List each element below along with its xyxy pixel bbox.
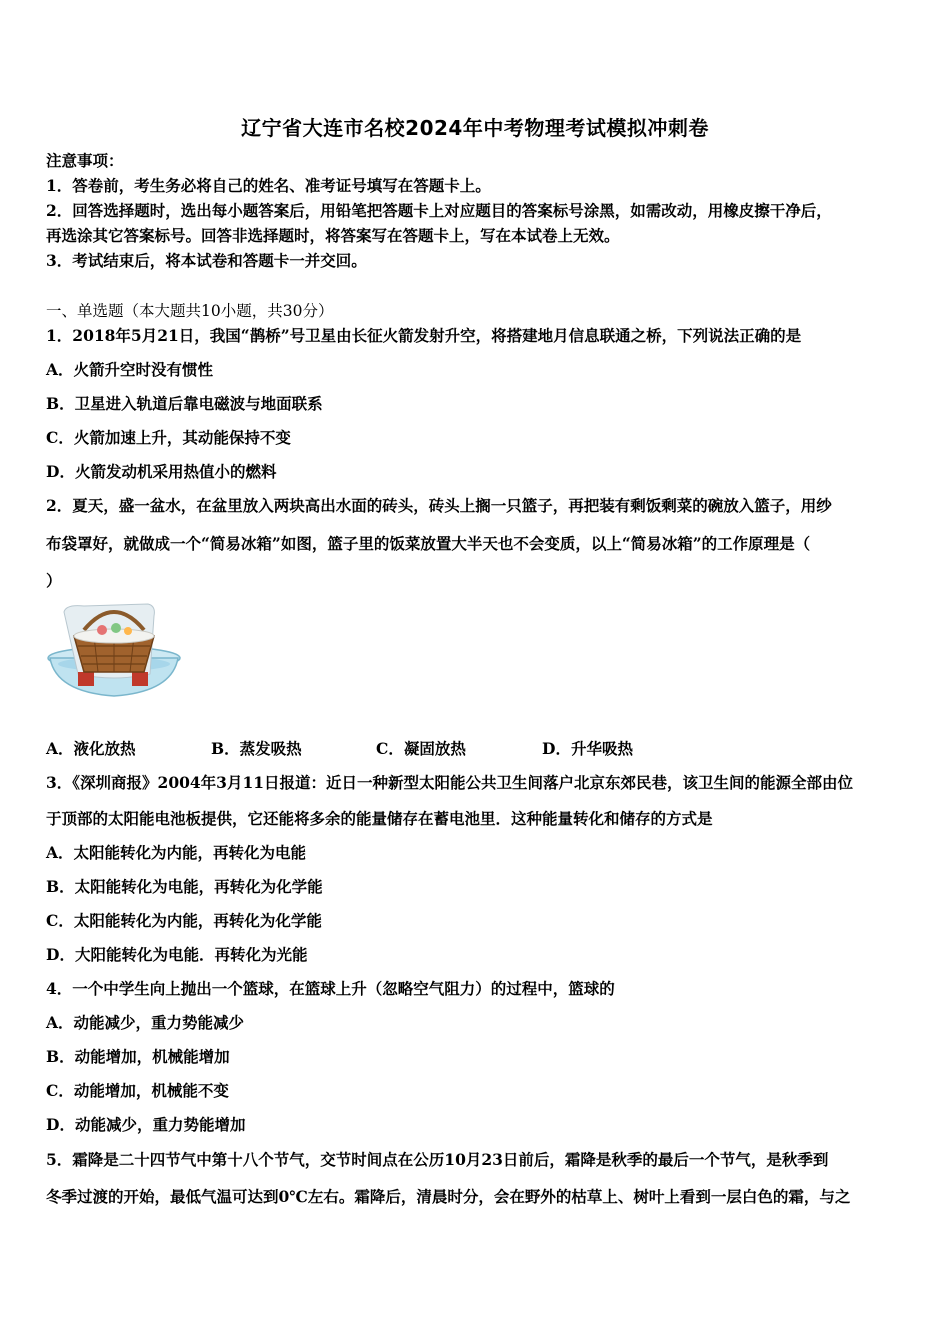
q1-option-b: B．卫星进入轨道后靠电磁波与地面联系 bbox=[46, 394, 323, 413]
q1-option-d: D．火箭发动机采用热值小的燃料 bbox=[46, 462, 277, 481]
page-title: 辽宁省大连市名校2024年中考物理考试模拟冲刺卷 bbox=[241, 116, 709, 140]
q4-option-c: C．动能增加，机械能不变 bbox=[46, 1081, 229, 1100]
notice-item-2-cont: 再选涂其它答案标号。回答非选择题时，将答案写在答题卡上，写在本试卷上无效。 bbox=[46, 226, 620, 245]
q3-stem-1: 3．《深圳商报》2004年3月11日报道：近日一种新型太阳能公共卫生间落户北京东郊民巷，该卫生间的能源全部由位 bbox=[46, 773, 854, 792]
q2-option-a: A．液化放热 bbox=[46, 739, 136, 758]
q2-stem-3: ） bbox=[46, 571, 62, 590]
q1-option-a: A．火箭升空时没有惯性 bbox=[46, 360, 214, 379]
notice-item-2: 2．回答选择题时，选出每小题答案后，用铅笔把答题卡上对应题目的答案标号涂黑，如需改动，用橡皮擦干净后， bbox=[46, 201, 832, 220]
q2-options bbox=[46, 737, 746, 757]
q5-stem-2: 冬季过渡的开始，最低气温可达到0℃左右。霜降后，清晨时分，会在野外的枯草上、树叶上看到一层白色的霜，与之 bbox=[46, 1187, 851, 1206]
q3-option-d: D．大阳能转化为电能．再转化为光能 bbox=[46, 945, 308, 964]
q4-option-d: D．动能减少，重力势能增加 bbox=[46, 1115, 246, 1134]
notice-item-1: 1．答卷前，考生务必将自己的姓名、准考证号填写在答题卡上。 bbox=[46, 176, 491, 195]
notice-heading: 注意事项： bbox=[46, 151, 124, 170]
q3-option-a: A．太阳能转化为内能，再转化为电能 bbox=[46, 843, 307, 862]
simple-fridge-illustration bbox=[44, 600, 184, 708]
q3-option-b: B．太阳能转化为电能，再转化为化学能 bbox=[46, 877, 323, 896]
q1-option-c: C．火箭加速上升，其动能保持不变 bbox=[46, 428, 291, 447]
q2-stem-2: 布袋罩好，就做成一个“简易冰箱”如图，篮子里的饭菜放置大半天也不会变质，以上“简易冰箱”的工作原理是（ bbox=[46, 534, 811, 553]
q5-stem-1: 5．霜降是二十四节气中第十八个节气，交节时间点在公历10月23日前后，霜降是秋季的最后一个节气，是秋季到 bbox=[46, 1150, 829, 1169]
q1-stem: 1．2018年5月21日，我国“鹊桥”号卫星由长征火箭发射升空，将搭建地月信息联通之桥，下列说法正确的是 bbox=[46, 326, 802, 345]
section-heading: 一、单选题（本大题共10小题，共30分） bbox=[46, 302, 334, 320]
q2-stem-1: 2．夏天，盛一盆水，在盆里放入两块高出水面的砖头，砖头上搁一只篮子，再把装有剩饭剩菜的碗放入篮子，用纱 bbox=[46, 496, 832, 515]
q2-option-d: D．升华吸热 bbox=[542, 739, 633, 758]
q2-option-b: B．蒸发吸热 bbox=[211, 739, 302, 758]
q4-option-b: B．动能增加，机械能增加 bbox=[46, 1047, 230, 1066]
q4-option-a: A．动能减少，重力势能减少 bbox=[46, 1013, 245, 1032]
q4-stem: 4．一个中学生向上抛出一个篮球，在篮球上升（忽略空气阻力）的过程中，篮球的 bbox=[46, 979, 615, 998]
notice-item-3: 3．考试结束后，将本试卷和答题卡一并交回。 bbox=[46, 251, 367, 270]
q2-option-c: C．凝固放热 bbox=[376, 739, 466, 758]
q3-option-c: C．太阳能转化为内能，再转化为化学能 bbox=[46, 911, 322, 930]
q3-stem-2: 于顶部的太阳能电池板提供，它还能将多余的能量储存在蓄电池里．这种能量转化和储存的方式是 bbox=[46, 809, 713, 828]
